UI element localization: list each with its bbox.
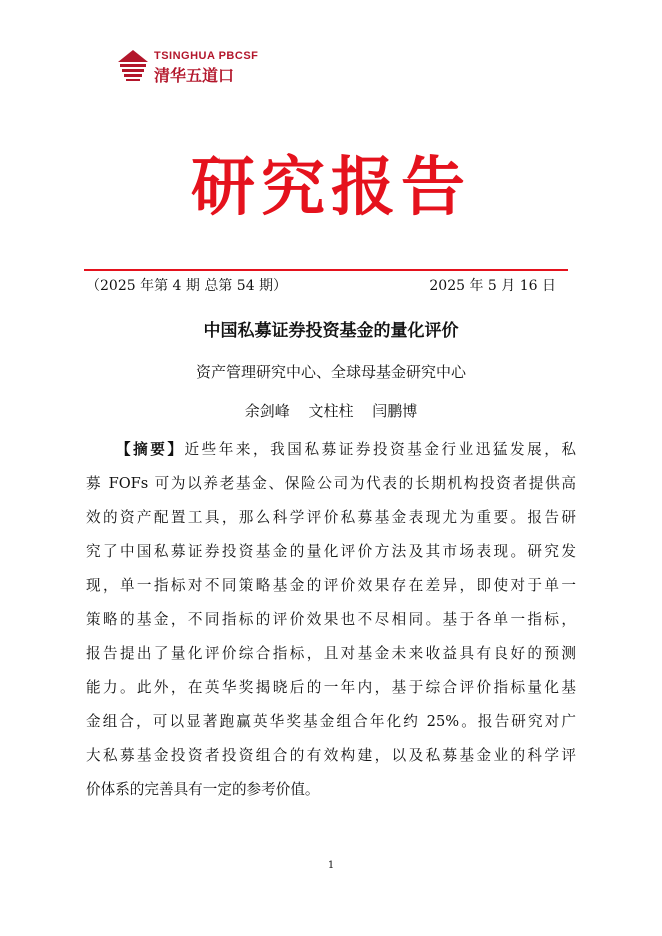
- page-number: 1: [327, 860, 335, 871]
- author-name: 余剑峰: [244, 402, 290, 420]
- abstract-line: 现，单一指标对不同策略基金的评价效果存在差异，即使对于单一: [86, 577, 576, 594]
- header-divider: [84, 269, 568, 271]
- abstract-text: 近些年来，我国私募证券投资基金行业迅猛发展，私: [184, 441, 576, 458]
- author-list: [0, 400, 662, 421]
- abstract-line: 策略的基金，不同指标的评价效果也不尽相同。基于各单一指标，: [86, 611, 576, 628]
- abstract-line: 金组合，可以显著跑赢英华奖基金组合年化约 25%。报告研究对广: [86, 713, 576, 730]
- logo-english-name: TSINGHUA PBCSF: [154, 50, 259, 62]
- institution-logo: [116, 46, 286, 86]
- logo-chinese-name: 清华五道口: [154, 66, 235, 85]
- report-type-title: 研究报告: [191, 150, 471, 225]
- issue-number: （2025 年第 4 期 总第 54 期）: [86, 278, 288, 294]
- abstract: [86, 438, 576, 812]
- abstract-line: 报告提出了量化评价综合指标，且对基金未来收益具有良好的预测: [86, 645, 576, 662]
- abstract-line: 能力。此外，在英华奖揭晓后的一年内，基于综合评价指标量化基: [86, 679, 576, 696]
- document-title: 中国私募证券投资基金的量化评价: [203, 321, 459, 341]
- tsinghua-pbcsf-logo-icon: [116, 48, 150, 82]
- abstract-line: 募 FOFs 可为以养老基金、保险公司为代表的长期机构投资者提供高: [86, 475, 576, 492]
- abstract-line: 效的资产配置工具，那么科学评价私募基金表现尤为重要。报告研: [86, 509, 576, 526]
- research-centers: 资产管理研究中心、全球母基金研究中心: [195, 363, 466, 381]
- abstract-line: 大私募基金投资者投资组合的有效构建，以及私募基金业的科学评: [86, 747, 576, 764]
- abstract-line: [86, 438, 576, 472]
- abstract-line: 究了中国私募证券投资基金的量化评价方法及其市场表现。研究发: [86, 543, 576, 560]
- publication-date: 2025 年 5 月 16 日: [429, 278, 556, 294]
- author-name: 闫鹏博: [372, 402, 418, 420]
- abstract-line: 价体系的完善具有一定的参考价值。: [86, 781, 320, 798]
- abstract-label: 【摘要】: [116, 441, 185, 458]
- author-name: 文柱柱: [308, 402, 354, 420]
